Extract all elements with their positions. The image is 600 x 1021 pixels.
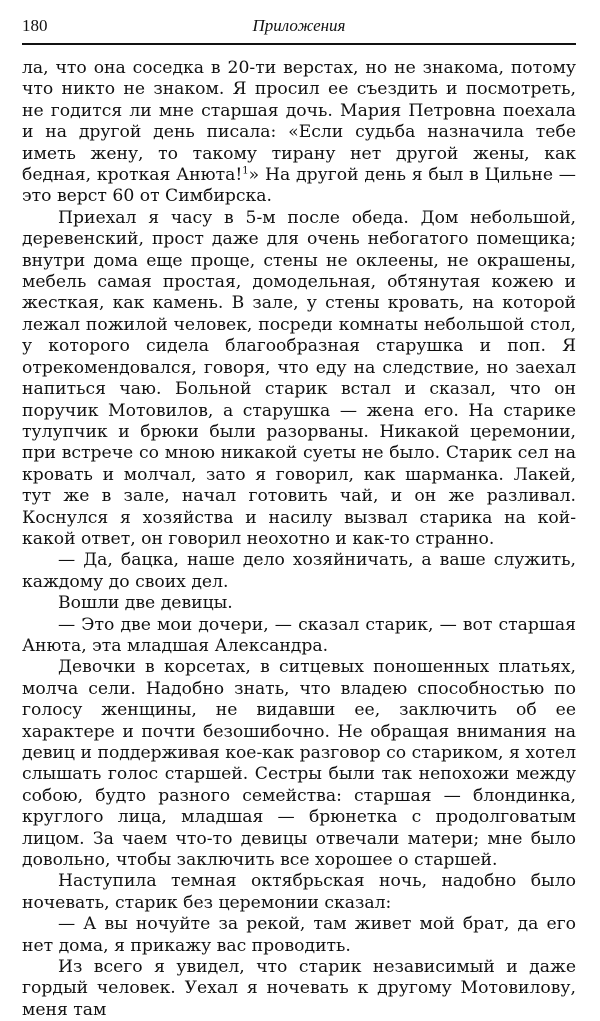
paragraph: — Это две мои дочери, — сказал старик, — вот старшая Анюта, эта младшая Александра.	[22, 614, 576, 656]
header-rule	[22, 43, 576, 45]
paragraph-text: » На другой день я был в Цильне — это верст 60 от Симбирска.	[22, 165, 576, 207]
paragraph: — Да, бацка, наше дело хозяйничать, а ваше служить, каждому до своих дел.	[22, 550, 576, 592]
paragraph: Наступила темная октябрьская ночь, надобно было ночевать, старик без церемонии сказал:	[22, 871, 576, 913]
paragraph: Приехал я часу в 5-м после обеда. Дом небольшой, деревенский, прост даже для очень небогатого помещика; внутри дома еще проще, стены не оклеены, не окрашены, мебель самая простая, домодельная, обтянутая кожею и жесткая, как камень. В зале, у стены кровать, на которой лежал пожилой человек, посреди комнаты небольшой стол, у которого сидела благообразная старушка и поп. Я отрекомендовался, говоря, что еду на следствие, но заехал напиться чаю. Больной старик встал и сказал, что он поручик Мотовилов, а старушка — жена его. На старике тулупчик и брюки были разорваны. Никакой церемонии, при встрече со мною никакой суеты не было. Старик сел на кровать и молчал, зато я говорил, как шарманка. Лакей, тут же в зале, начал готовить чай, и он же разливал. Коснулся я хозяйства и насилу вызвал старика на кой-какой ответ, он говорил неохотно и как-то странно.	[22, 207, 576, 549]
paragraph: Вошли две девицы.	[58, 593, 233, 614]
paragraph: Из всего я увидел, что старик независимый и даже гордый человек. Уехал я ночевать к другому Мотовилову, меня там	[22, 957, 576, 1020]
running-head: Приложения	[252, 16, 346, 35]
body-text	[22, 58, 576, 1021]
page-header	[22, 14, 576, 40]
page-number: 180	[22, 16, 48, 35]
paragraph: Девочки в корсетах, в ситцевых поношенных платьях, молча сели. Надобно знать, что владею способностью по голосу женщины, не видавши ее, заключить об ее характере и почти безошибочно. Не обращая внимания на девиц и поддерживая кое-как разговор со стариком, я хотел слышать голос старшей. Сестры были так непохожи между собою, будто разного семейства: старшая — блондинка, круглого лица, младшая — брюнетка с продолговатым лицом. За чаем что-то девицы отвечали матери; мне было довольно, чтобы заключить все хорошее о старшей.	[22, 657, 576, 871]
paragraph: — А вы ночуйте за рекой, там живет мой брат, да его нет дома, я прикажу вас проводить.	[22, 914, 576, 956]
paragraph	[22, 58, 576, 208]
paragraph-text: ла, что она соседка в 20-ти верстах, но не знакома, потому что никто не знаком. Я просил ее съездить и посмотреть, не годится ли мне старшая дочь. Мария Петровна поехала и на другой день писала: «Если судьба назначила тебе иметь жену, то такому тирану нет другой жены, как бедная, кроткая Анюта!	[22, 58, 576, 186]
footnote-marker: 1	[242, 165, 249, 177]
